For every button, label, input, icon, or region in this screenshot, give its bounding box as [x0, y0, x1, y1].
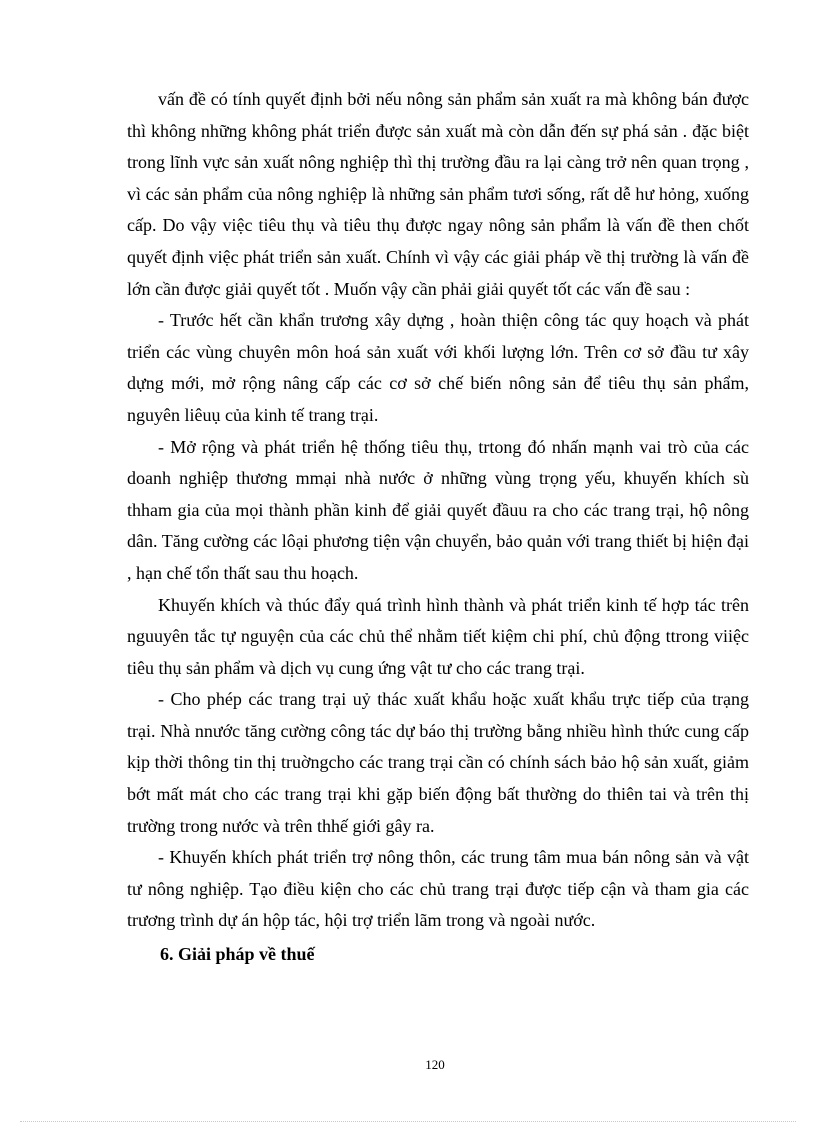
- body-text: [127, 84, 749, 971]
- paragraph-planning: - Trước hết cần khẩn trương xây dựng , hoàn thiện công tác quy hoạch và phát triển các vùng chuyên môn hoá sản xuất với khối lượng lớn. Trên cơ sở đầu tư xây dựng mới, mở rộng nâng cấp các cơ sở chế biến nông sản để tiêu thụ sản phẩm, nguyên liêuụ của kinh tế trang trại.: [127, 310, 749, 425]
- section-heading: 6. Giải pháp về thuế: [160, 944, 315, 965]
- footer-divider: [20, 1121, 796, 1122]
- paragraph-distribution-system: - Mở rộng và phát triển hệ thống tiêu thụ, trtong đó nhấn mạnh vai trò của các doanh nghiệp thương mmại nhà nước ở những vùng trọng yếu, khuyến khích sù thham gia của mọi thành phần kinh để giải quyết đầuu ra cho các trang trại, hộ nông dân. Tăng cường các lôại phương tiện vận chuyển, bảo quản với trang thiết bị hiện đại , hạn chế tổn thất sau thu hoạch.: [127, 436, 749, 583]
- paragraph-cooperation: Khuyến khích và thúc đẩy quá trình hình thành và phát triển kinh tế hợp tác trên nguuyên tắc tự nguyện của các chủ thể nhằm tiết kiệm chi phí, chủ động ttrong viiệc tiêu thụ sản phẩm và dịch vụ cung ứng vật tư cho các trang trại.: [127, 594, 749, 678]
- paragraph-rural-markets: - Khuyến khích phát triển trợ nông thôn, các trung tâm mua bán nông sản và vật tư nông nghiệp. Tạo điều kiện cho các chủ trang trại được tiếp cận và tham gia các trương trình dự án hộp tác, hội trợ triển lãm trong và ngoài nước.: [127, 847, 749, 931]
- page-number: 120: [425, 1057, 445, 1072]
- paragraph-market-importance: vấn đề có tính quyết định bởi nếu nông sản phẩm sản xuất ra mà không bán được thì không những không phát triển được sản xuất mà còn dẫn đến sự phá sản . đặc biệt trong lĩnh vực sản xuất nông nghiệp thì thị trường đầu ra lại càng trở nên quan trọng , vì các sản phẩm của nông nghiệp là những sản phẩm tươi sống, rất dễ hư hỏng, xuống cấp. Do vậy việc tiêu thụ và tiêu thụ được ngay nông sản phẩm là vấn đề then chốt quyết định việc phát triển sản xuất. Chính vì vậy các giải pháp về thị trường là vấn đề lớn cần được giải quyết tốt . Muốn vậy cần phải giải quyết tốt các vấn đề sau :: [127, 89, 749, 299]
- paragraph-export: - Cho phép các trang trại uỷ thác xuất khẩu hoặc xuất khẩu trực tiếp của trạng trại. Nhà nnước tăng cường công tác dự báo thị trường bằng nhiều hình thức cung cấp kịp thời thông tin thị truờngcho các trang trại cần có chính sách bảo hộ sản xuất, giảm bớt mất mát cho các trang trại khi gặp biến động bất thường do thiên tai và trên thị trường trong nước và trên thhế giới gây ra.: [127, 689, 749, 836]
